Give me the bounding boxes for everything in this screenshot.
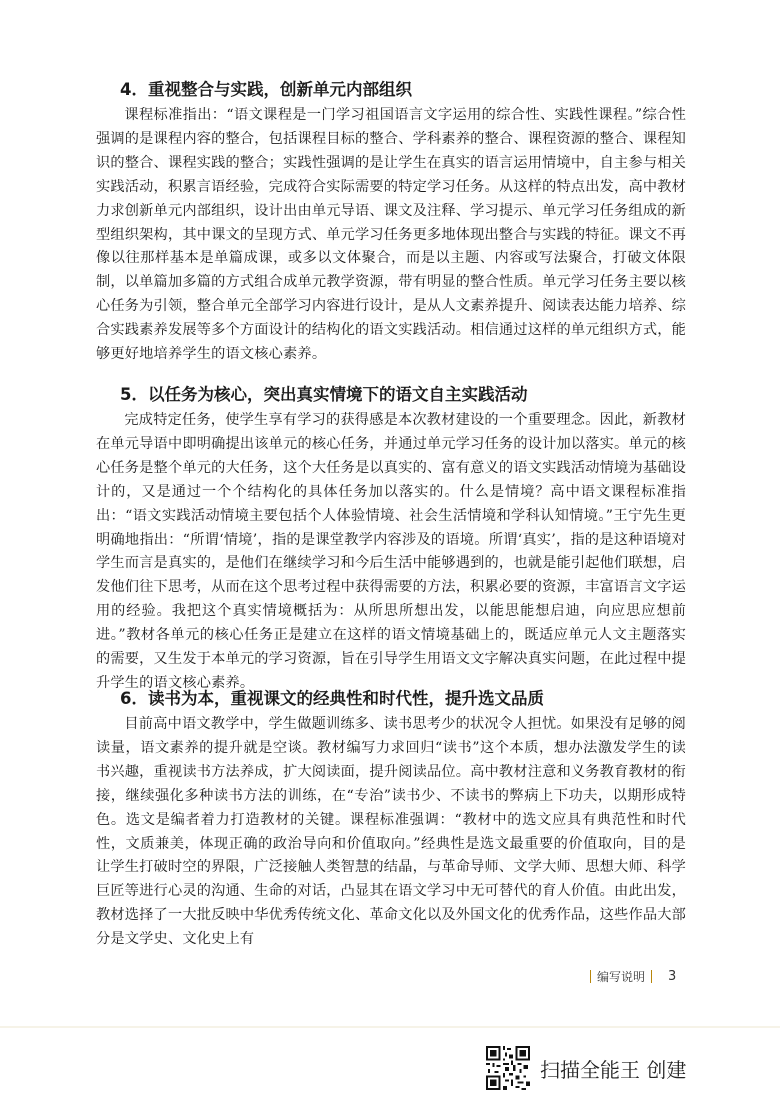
section-paragraph: 目前高中语文教学中，学生做题训练多、读书思考少的状况令人担忧。如果没有足够的阅读量，语文素养的提升就是空谈。教材编写力求回归“读书”这个本质，想办法激发学生的读书兴趣，重视读书方法养成，扩大阅读面，提升阅读品位。高中教材注意和义务教育教材的衔接，继续强化多种读书方法的训练，在“专治”读书少、不读书的弊病上下功夫，以期形成特色。选文是编者着力打造教材的关键。课程标准强调：“教材中的选文应具有典范性和时代性，文质兼美，体现正确的政治导向和价值取向。”经典性是选文最重要的价值取向，目的是让学生打破时空的界限，广泛接触人类智慧的结晶，与革命导师、文学大师、思想大师、科学巨匠等进行心灵的沟通、生命的对话，凸显其在语文学习中无可替代的育人价值。由此出发，教材选择了一大批反映中华优秀传统文化、革命文化以及外国文化的优秀作品，这些作品大部分是文学史、文化史上有	[96, 716, 686, 948]
scanner-watermark	[486, 1046, 686, 1090]
section-5	[96, 383, 686, 696]
qr-code-icon	[486, 1046, 530, 1090]
footer-divider	[590, 970, 591, 983]
scan-divider	[0, 1026, 780, 1028]
page-footer	[590, 968, 676, 985]
section-heading: 6．读书为本，重视课文的经典性和时代性，提升选文品质	[120, 689, 544, 708]
page-number: 3	[668, 969, 677, 984]
section-heading: 5．以任务为核心，突出真实情境下的语文自主实践活动	[120, 385, 528, 404]
section-paragraph: 课程标准指出：“语文课程是一门学习祖国语言文字运用的综合性、实践性课程。”综合性强调的是课程内容的整合，包括课程目标的整合、学科素养的整合、课程资源的整合、课程知识的整合、课程实践的整合；实践性强调的是让学生在真实的语言运用情境中，自主参与相关实践活动，积累言语经验，完成符合实际需要的特定学习任务。从这样的特点出发，高中教材力求创新单元内部组织，设计出由单元导语、课文及注释、学习提示、单元学习任务组成的新型组织架构，其中课文的呈现方式、单元学习任务更多地体现出整合与实践的特征。课文不再像以往那样基本是单篇成课，或多以文体聚合，而是以主题、内容或写法聚合，打破文体限制，以单篇加多篇的方式组合成单元教学资源，带有明显的整合性质。单元学习任务主要以核心任务为引领，整合单元全部学习内容进行设计，是从人文素养提升、阅读表达能力培养、综合实践素养发展等多个方面设计的结构化的语文实践活动。相信通过这样的单元组织方式，能够更好地培养学生的语文核心素养。	[96, 107, 686, 363]
section-4	[96, 78, 686, 367]
watermark-text: 扫描全能王 创建	[540, 1057, 687, 1082]
section-heading: 4．重视整合与实践，创新单元内部组织	[120, 80, 412, 99]
footer-divider	[651, 970, 652, 983]
section-paragraph: 完成特定任务，使学生享有学习的获得感是本次教材建设的一个重要理念。因此，新教材在单元导语中即明确提出该单元的核心任务，并通过单元学习任务的设计加以落实。单元的核心任务是整个单元的大任务，这个大任务是以真实的、富有意义的语文实践活动情境为基础设计的，又是通过一个个结构化的具体任务加以落实的。什么是情境？高中语文课程标准指出：“语文实践活动情境主要包括个人体验情境、社会生活情境和学科认知情境。”王宁先生更明确地指出：“所谓‘情境’，指的是课堂教学内容涉及的语境。所谓‘真实’，指的是这种语境对学生而言是真实的，是他们在继续学习和今后生活中能够遇到的，也就是能引起他们联想，启发他们往下思考，从而在这个思考过程中获得需要的方法，积累必要的资源，丰富语言文字运用的经验。我把这个真实情境概括为：从所思所想出发，以能思能想启迪，向应思应想前进。”教材各单元的核心任务正是建立在这样的语文情境基础上的，既适应单元人文主题落实的需要，又生发于本单元的学习资源，旨在引导学生用语文文字解决真实问题，在此过程中提升学生的语文核心素养。	[96, 412, 686, 691]
section-6	[96, 687, 686, 952]
footer-title: 编写说明	[597, 970, 646, 984]
